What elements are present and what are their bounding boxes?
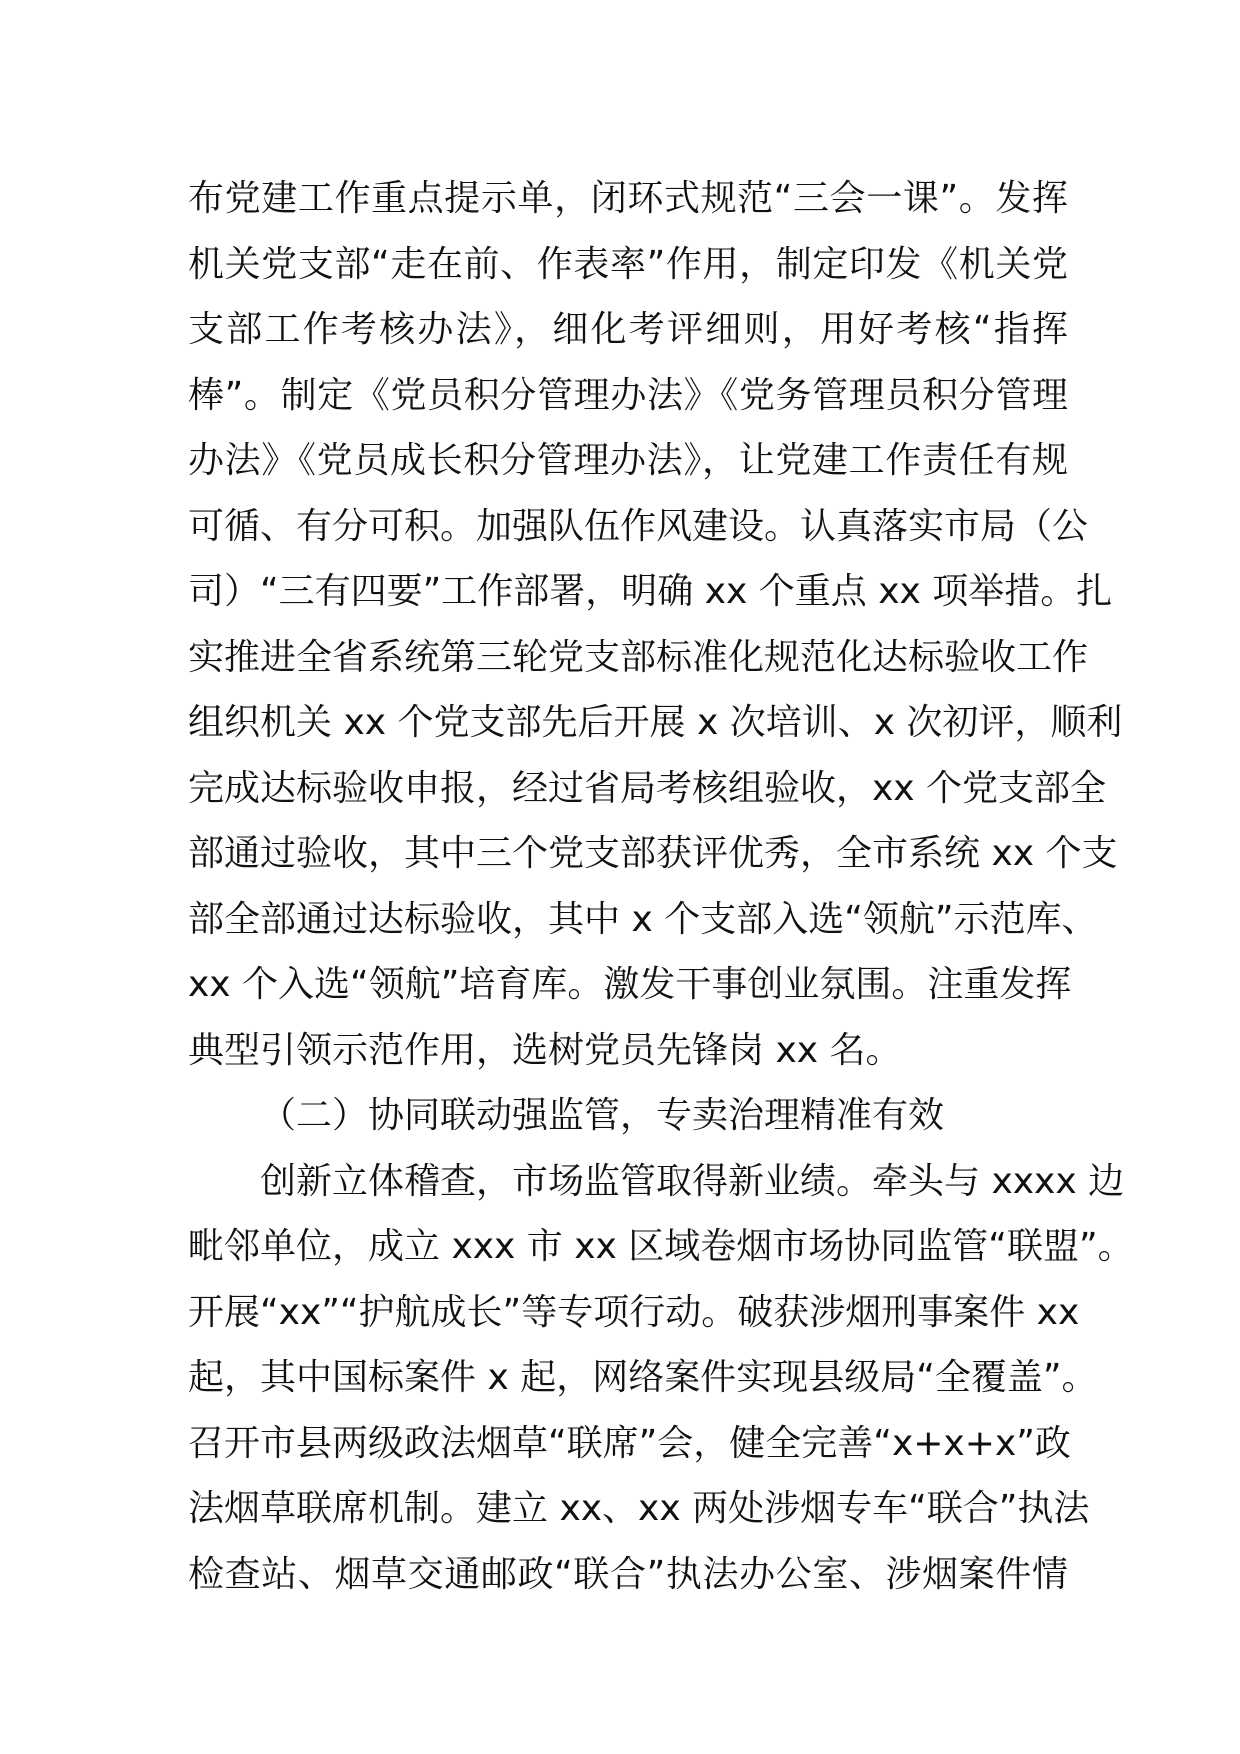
paragraph-line: 组织机关 xx 个党支部先后开展 x 次培训、x 次初评，顺利 (188, 702, 1123, 743)
paragraph-line: 实推进全省系统第三轮党支部标准化规范化达标验收工作 (188, 636, 1089, 678)
paragraph-line: 完成达标验收申报，经过省局考核组验收，xx 个党支部全 (188, 767, 1107, 809)
paragraph-line: 创新立体稽查，市场监管取得新业绩。牵头与 xxxx 边 (260, 1160, 1125, 1202)
paragraph-line: 司）“三有四要”工作部署，明确 xx 个重点 xx 项举措。扎 (188, 571, 1113, 612)
paragraph-line: 部通过验收，其中三个党支部获评优秀，全市系统 xx 个支 (188, 833, 1118, 874)
paragraph-line: 可循、有分可积。加强队伍作风建设。认真落实市局（公 (188, 505, 1089, 547)
paragraph-line: 法烟草联席机制。建立 xx、xx 两处涉烟专车“联合”执法 (188, 1488, 1090, 1529)
paragraph-line: 支部工作考核办法》，细化考评细则，用好考核“指挥 (188, 309, 1068, 350)
paragraph-line: 起，其中国标案件 x 起，网络案件实现县级局“全覆盖”。 (188, 1357, 1098, 1398)
paragraph-line: xx 个入选“领航”培育库。激发干事创业氛围。注重发挥 (188, 964, 1072, 1005)
paragraph-line: 办法》《党员成长积分管理办法》，让党建工作责任有规 (188, 440, 1068, 481)
section-heading: （二）协同联动强监管，专卖治理精准有效 (260, 1095, 945, 1136)
paragraph-line: 机关党支部“走在前、作表率”作用，制定印发《机关党 (188, 243, 1068, 285)
paragraph-line: 棒”。制定《党员积分管理办法》《党务管理员积分管理 (188, 374, 1068, 416)
paragraph-line: 布党建工作重点提示单，闭环式规范“三会一课”。发挥 (188, 178, 1068, 219)
paragraph-line: 部全部通过达标验收，其中 x 个支部入选“领航”示范库、 (188, 898, 1098, 940)
paragraph-line: 典型引领示范作用，选树党员先锋岗 xx 名。 (188, 1029, 902, 1071)
paragraph-line: 毗邻单位，成立 xxx 市 xx 区域卷烟市场协同监管“联盟”。 (188, 1226, 1134, 1267)
document-body (188, 166, 1134, 1607)
paragraph-line: 检查站、烟草交通邮政“联合”执法办公室、涉烟案件情 (188, 1553, 1068, 1595)
paragraph-line: 开展“xx”“护航成长”等专项行动。破获涉烟刑事案件 xx (188, 1291, 1080, 1333)
paragraph-line: 召开市县两级政法烟草“联席”会，健全完善“x+x+x”政 (188, 1422, 1071, 1464)
